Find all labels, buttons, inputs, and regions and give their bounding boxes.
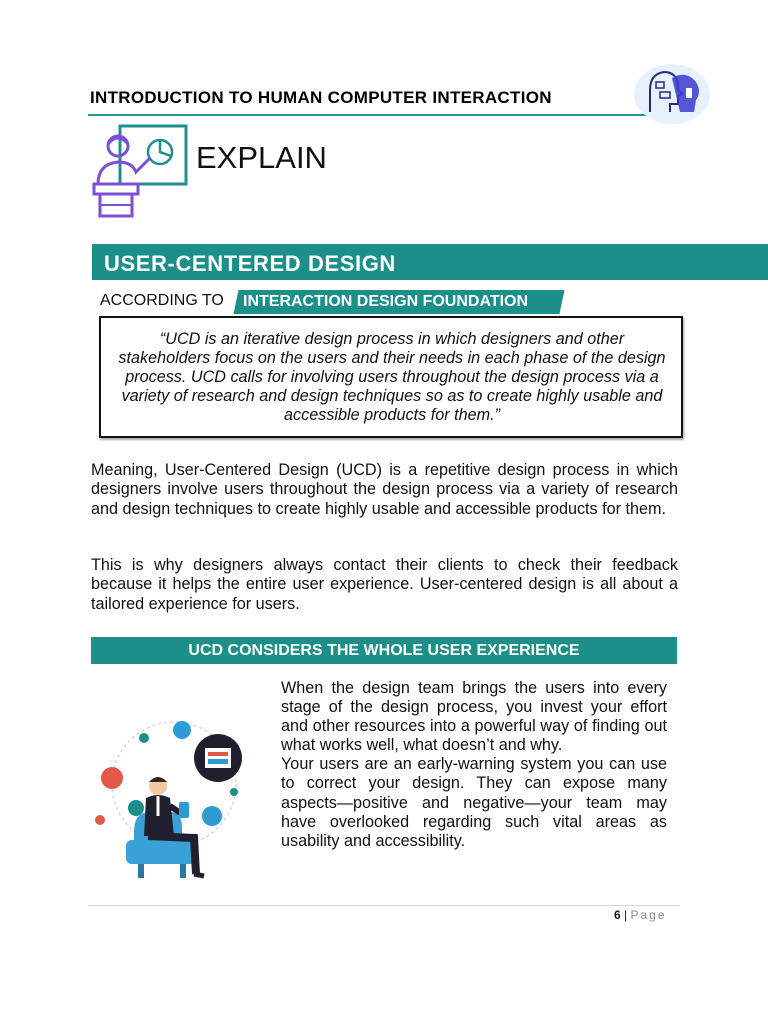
teacher-presenting-icon	[88, 124, 192, 220]
subsection-title: UCD CONSIDERS THE WHOLE USER EXPERIENCE	[188, 642, 580, 659]
source-prefix: ACCORDING TO	[100, 292, 224, 309]
user-with-devices-illustration	[86, 712, 262, 892]
human-computer-head-icon	[630, 60, 710, 126]
header-divider	[88, 114, 648, 116]
definition-quote: “UCD is an iterative design process in which designers and other stakeholders focus on the users and their needs in each phase of the design process. UCD calls for involving users throughout the design process via a variety of research and design techniques so as to create highly usable and accessible products for them.”	[118, 330, 666, 424]
section-title: USER-CENTERED DESIGN	[104, 251, 396, 276]
subsection-text	[281, 679, 667, 851]
subsection-paragraph-1: When the design team brings the users into every stage of the design process, you invest your effort and other resources into a powerful way of finding out what works well, what doesn’t and why.	[281, 679, 667, 755]
section-label: EXPLAIN	[196, 140, 327, 175]
course-title: INTRODUCTION TO HUMAN COMPUTER INTERACTION	[90, 88, 552, 107]
page-separator: |	[624, 908, 628, 922]
source-name: INTERACTION DESIGN FOUNDATION	[243, 293, 529, 310]
footer-divider	[88, 905, 680, 906]
subsection-paragraph-2: Your users are an early-warning system you can use to correct your design. They can expose many aspects—positive and negative—your team may have overlooked regarding such vital areas as usability and accessibility.	[281, 755, 667, 850]
page-footer	[614, 908, 667, 922]
body-paragraph-2: This is why designers always contact their clients to check their feedback because it helps the entire user experience. User-centered design is all about a tailored experience for users.	[91, 556, 678, 613]
body-paragraph-1: Meaning, User-Centered Design (UCD) is a repetitive design process in which designers involve users throughout the design process via a variety of research and design techniques to create highly usable and accessible products for them.	[91, 461, 678, 518]
page-number: 6	[614, 908, 621, 922]
page-label: Page	[630, 908, 667, 922]
